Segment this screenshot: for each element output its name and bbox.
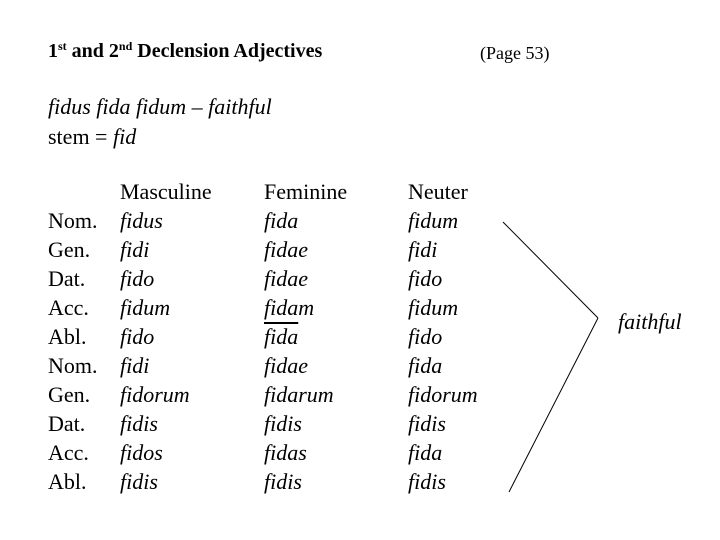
table-cell-case: Nom. bbox=[48, 208, 98, 233]
table-cell-case: Acc. bbox=[48, 295, 89, 320]
bracket-label: faithful bbox=[618, 309, 682, 334]
table-cell-masculine: fidi bbox=[120, 237, 150, 262]
table-cell-neuter: fidis bbox=[408, 469, 446, 494]
title-ordinal-second: and 2 bbox=[66, 40, 119, 62]
stem-value: fid bbox=[112, 124, 137, 149]
table-cell-feminine: fida bbox=[264, 208, 299, 233]
table-cell-case: Dat. bbox=[48, 266, 86, 291]
table-cell-feminine: fidis bbox=[264, 411, 302, 436]
table-cell-case: Gen. bbox=[48, 237, 91, 262]
table-cell-masculine: fido bbox=[120, 324, 155, 349]
bracket-line-lower bbox=[509, 318, 598, 492]
table-cell-feminine: fidas bbox=[264, 440, 307, 465]
table-cell-feminine: fida bbox=[264, 324, 299, 349]
table-cell-feminine: fidae bbox=[264, 237, 308, 262]
table-cell-masculine: fidis bbox=[120, 469, 158, 494]
table-cell-case: Abl. bbox=[48, 469, 87, 494]
table-cell-feminine: fidam bbox=[264, 295, 315, 320]
table-cell-case: Dat. bbox=[48, 411, 86, 436]
table-cell-neuter: fida bbox=[408, 440, 443, 465]
table-cell-case: Nom. bbox=[48, 353, 98, 378]
table-cell-masculine: fido bbox=[120, 266, 155, 291]
table-cell-masculine: fidus bbox=[120, 208, 163, 233]
page-reference: (Page 53) bbox=[480, 43, 550, 63]
table-cell-neuter: fidum bbox=[408, 208, 459, 233]
table-cell-masculine: fidis bbox=[120, 411, 158, 436]
table-cell-masculine: fidi bbox=[120, 353, 150, 378]
column-header-masculine: Masculine bbox=[120, 179, 212, 204]
table-cell-neuter: fido bbox=[408, 324, 443, 349]
table-cell-case: Gen. bbox=[48, 382, 91, 407]
stem-label: stem = bbox=[48, 124, 113, 149]
table-cell-feminine: fidae bbox=[264, 266, 308, 291]
title-ordinal-first: 1 bbox=[48, 40, 58, 62]
table-cell-masculine: fidos bbox=[120, 440, 163, 465]
table-cell-neuter: fido bbox=[408, 266, 443, 291]
table-cell-masculine: fidum bbox=[120, 295, 171, 320]
table-cell-neuter: fida bbox=[408, 353, 443, 378]
table-cell-case: Abl. bbox=[48, 324, 87, 349]
title-ordinal-second-suffix: nd bbox=[118, 39, 133, 53]
forms-dash: – bbox=[186, 94, 209, 119]
table-cell-feminine: fidarum bbox=[264, 382, 334, 407]
title-text: Declension Adjectives bbox=[132, 40, 323, 62]
table-cell-masculine: fidorum bbox=[120, 382, 190, 407]
dictionary-forms: fidus fida fidum bbox=[48, 94, 187, 119]
table-cell-neuter: fidi bbox=[408, 237, 438, 262]
forms-meaning: faithful bbox=[208, 94, 272, 119]
table-cell-case: Acc. bbox=[48, 440, 89, 465]
bracket-line-upper bbox=[503, 222, 598, 318]
table-cell-feminine: fidis bbox=[264, 469, 302, 494]
column-header-feminine: Feminine bbox=[264, 179, 348, 204]
title-ordinal-first-suffix: st bbox=[58, 39, 67, 53]
table-cell-neuter: fidum bbox=[408, 295, 459, 320]
table-cell-neuter: fidorum bbox=[408, 382, 478, 407]
table-cell-neuter: fidis bbox=[408, 411, 446, 436]
column-header-neuter: Neuter bbox=[408, 179, 468, 204]
table-cell-feminine: fidae bbox=[264, 353, 308, 378]
